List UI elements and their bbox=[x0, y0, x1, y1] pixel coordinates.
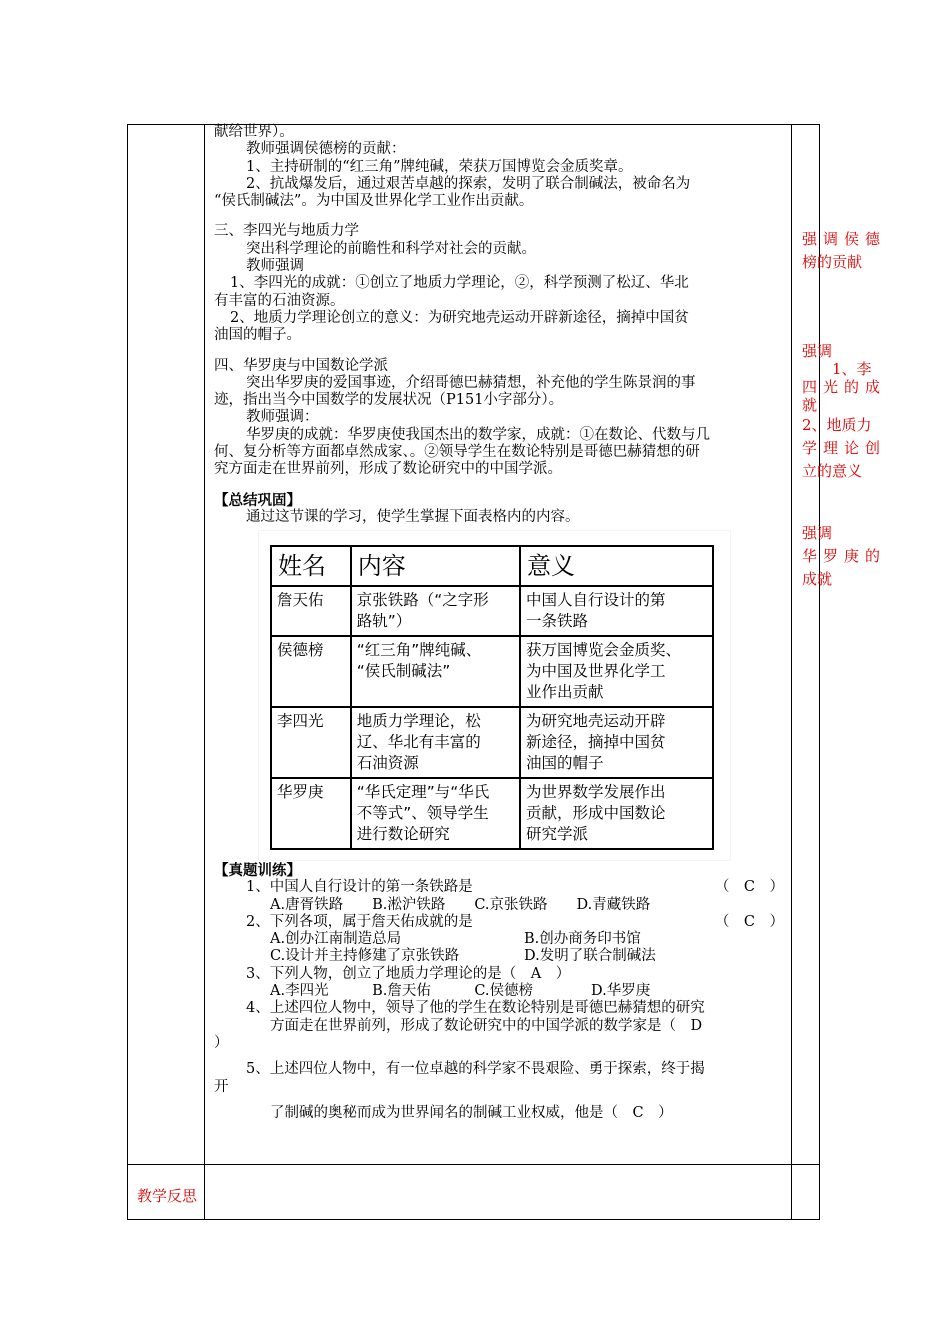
section-heading: 四、华罗庚与中国数论学派 bbox=[214, 357, 388, 374]
text-line: 2、抗战爆发后，通过艰苦卓越的探索，发明了联合制碱法，被命名为 bbox=[246, 175, 691, 192]
text-line: “侯氏制碱法”。为中国及世界化学工业作出贡献。 bbox=[214, 193, 534, 210]
main-content bbox=[214, 124, 784, 526]
cell-name: 詹天佑 bbox=[271, 586, 351, 636]
cell-name: 华罗庚 bbox=[271, 778, 351, 849]
question-3: 3、下列人物，创立了地质力学理论的是（ A ） bbox=[246, 965, 571, 982]
cell-content: 京张铁路（“之字形 路轨”） bbox=[351, 586, 520, 636]
text-line: 1、主持研制的“红三角”牌纯碱，荣获万国博览会金质奖章。 bbox=[246, 158, 633, 175]
cell-meaning: 为世界数学发展作出 贡献，形成中国数论 研究学派 bbox=[520, 778, 713, 849]
sidebar-note-2: 强调 1、李 四光的成 就 2、地质力 学理论创 立的意义 bbox=[802, 342, 887, 480]
table-row bbox=[271, 586, 713, 636]
cell-content: “华氏定理”与“华氏 不等式”、领导学生 进行数论研究 bbox=[351, 778, 520, 849]
column-divider-left bbox=[204, 124, 205, 1220]
text-line: 究方面走在世界前列，形成了数论研究中的中国学派。 bbox=[214, 461, 562, 478]
text-line: 有丰富的石油资源。 bbox=[214, 292, 345, 309]
text-line: 华罗庚的成就：华罗庚使我国杰出的数学家，成就：①在数论、代数与几 bbox=[246, 426, 710, 443]
question-options: A.唐胥铁路 B.淞沪铁路 C.京张铁路 D.青藏铁路 bbox=[270, 896, 651, 913]
summary-heading: 【总结巩固】 bbox=[214, 491, 301, 509]
row-divider bbox=[127, 1164, 820, 1165]
question-5-cont: 开 bbox=[214, 1078, 229, 1095]
column-header-name: 姓名 bbox=[271, 546, 351, 586]
summary-intro: 通过这节课的学习，使学生掌握下面表格内的内容。 bbox=[246, 508, 580, 525]
cell-content: “红三角”牌纯碱、 “侯氏制碱法” bbox=[351, 636, 520, 707]
text-line: 2、地质力学理论创立的意义：为研究地壳运动开辟新途径，摘掉中国贫 bbox=[230, 309, 689, 326]
cell-name: 李四光 bbox=[271, 707, 351, 778]
question-4-cont: ） bbox=[214, 1034, 229, 1051]
table-row bbox=[271, 636, 713, 707]
column-header-content: 内容 bbox=[351, 546, 520, 586]
text-line: 教师强调侯德榜的贡献： bbox=[246, 141, 406, 158]
question-5: 5、上述四位人物中，有一位卓越的科学家不畏艰险、勇于探索，终于揭 bbox=[246, 1061, 705, 1078]
exercises-heading: 【真题训练】 bbox=[214, 862, 301, 879]
section-heading: 三、李四光与地质力学 bbox=[214, 223, 359, 240]
table-row bbox=[271, 778, 713, 849]
question-options: C.设计并主持修建了京张铁路 D.发明了联合制碱法 bbox=[270, 948, 656, 965]
cell-meaning: 获万国博览会金质奖、 为中国及世界化学工 业作出贡献 bbox=[520, 636, 713, 707]
question-options: A.创办江南制造总局 B.创办商务印书馆 bbox=[270, 931, 641, 948]
column-header-meaning: 意义 bbox=[520, 546, 713, 586]
teaching-reflection-label: 教学反思 bbox=[137, 1187, 198, 1205]
question-2: 2、下列各项，属于詹天佑成就的是 （ C ） bbox=[246, 913, 784, 930]
text-line: 迹，指出当今中国数学的发展状况（P151小字部分）。 bbox=[214, 392, 564, 409]
question-4: 4、上述四位人物中，领导了他的学生在数论特别是哥德巴赫猜想的研究 bbox=[246, 1000, 705, 1017]
text-line: 1、李四光的成就：①创立了地质力学理论，②，科学预测了松辽、华北 bbox=[230, 275, 689, 292]
cell-name: 侯德榜 bbox=[271, 636, 351, 707]
column-divider-right bbox=[791, 124, 792, 1220]
exercises bbox=[214, 862, 784, 1122]
question-options: A.李四光 B.詹天佑 C.侯德榜 D.华罗庚 bbox=[270, 983, 651, 1000]
question-5-cont: 了制碱的奥秘而成为世界闻名的制碱工业权威，他是（ C ） bbox=[270, 1104, 673, 1121]
cell-meaning: 中国人自行设计的第 一条铁路 bbox=[520, 586, 713, 636]
question-1: 1、中国人自行设计的第一条铁路是 （ C ） bbox=[246, 879, 784, 896]
text-line: 献给世界）。 bbox=[214, 124, 294, 140]
text-line: 油国的帽子。 bbox=[214, 327, 301, 344]
text-line: 突出华罗庚的爱国事迹，介绍哥德巴赫猜想，补充他的学生陈景润的事 bbox=[246, 374, 696, 391]
text-line: 何、复分析等方面都卓然成家、。②领导学生在数论特别是哥德巴赫猜想的研 bbox=[214, 444, 700, 461]
summary-table bbox=[270, 545, 714, 850]
sidebar-note-3: 强调 华罗庚的 成就 bbox=[802, 524, 887, 588]
cell-content: 地质力学理论，松 辽、华北有丰富的 石油资源 bbox=[351, 707, 520, 778]
text-line: 教师强调： bbox=[246, 409, 319, 426]
text-line: 突出科学理论的前瞻性和科学对社会的贡献。 bbox=[246, 240, 536, 257]
table-row bbox=[271, 707, 713, 778]
sidebar-note-1: 强调侯德 榜的贡献 bbox=[802, 230, 887, 271]
text-line: 教师强调 bbox=[246, 258, 304, 275]
answer: （ C ） bbox=[714, 879, 784, 896]
question-4-cont: 方面走在世界前列，形成了数论研究中的中国学派的数学家是（ D bbox=[270, 1017, 703, 1034]
cell-meaning: 为研究地壳运动开辟 新途径，摘掉中国贫 油国的帽子 bbox=[520, 707, 713, 778]
answer: （ C ） bbox=[714, 913, 784, 930]
